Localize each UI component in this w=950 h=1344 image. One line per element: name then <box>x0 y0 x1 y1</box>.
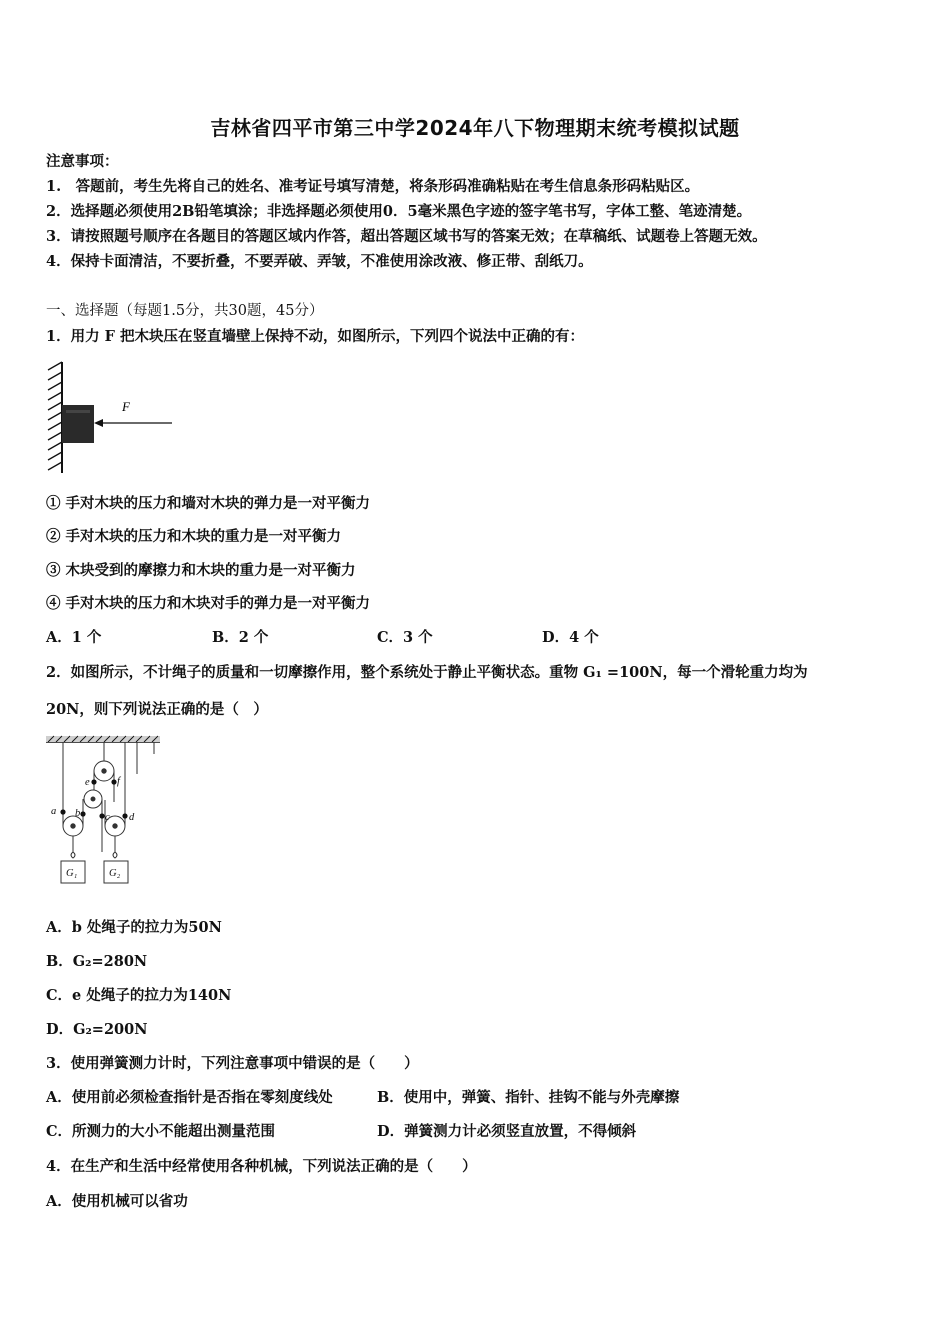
label-g2: G₂ <box>109 868 121 879</box>
notice-heading: 注意事项： <box>46 153 119 170</box>
statement: ① 手对木块的压力和墙对木块的弹力是一对平衡力 <box>46 495 371 512</box>
label-f: f <box>117 776 120 787</box>
option-d: D．G₂=200N <box>46 1021 148 1038</box>
option-d: D．弹簧测力计必须竖直放置，不得倾斜 <box>377 1123 637 1140</box>
notice-item: 2．选择题必须使用2B铅笔填涂；非选择题必须使用0．5毫米黑色字迹的签字笔书写，字体工整、笔迹清楚。 <box>46 203 752 220</box>
force-label: F <box>122 399 130 414</box>
label-c: c <box>105 812 110 823</box>
option-c: C．e 处绳子的拉力为140N <box>46 987 232 1004</box>
option-a: A．1 个 <box>46 629 102 646</box>
label-g1: G₁ <box>66 868 78 879</box>
label-d: d <box>129 812 135 823</box>
option-c: C．所测力的大小不能超出测量范围 <box>46 1123 276 1140</box>
question-2-stem: 2．如图所示，不计绳子的质量和一切摩擦作用，整个系统处于静止平衡状态。重物 G₁ =100N，每一个滑轮重力均为 <box>46 664 808 681</box>
question-4-stem: 4．在生产和生活中经常使用各种机械，下列说法正确的是（ ） <box>46 1158 477 1175</box>
page-title: 吉林省四平市第三中学2024年八下物理期末统考模拟试题 <box>210 116 740 140</box>
option-b: B．G₂=280N <box>46 953 148 970</box>
section-heading: 一、选择题（每题1.5分，共30题，45分） <box>46 303 324 319</box>
label-e: e <box>85 777 90 788</box>
option-b: B．使用中，弹簧、指针、挂钩不能与外壳摩擦 <box>377 1089 680 1106</box>
option-c: C．3 个 <box>377 629 433 646</box>
label-a: a <box>51 806 57 817</box>
question-2-stem-cont: 20N，则下列说法正确的是（ ） <box>46 701 268 718</box>
option-d: D．4 个 <box>542 629 599 646</box>
question-3-stem: 3．使用弹簧测力计时，下列注意事项中错误的是（ ） <box>46 1055 419 1072</box>
statement: ④ 手对木块的压力和木块对手的弹力是一对平衡力 <box>46 595 371 612</box>
question-1-stem: 1．用力 F 把木块压在竖直墙壁上保持不动，如图所示，下列四个说法中正确的有： <box>46 328 584 345</box>
notice-item: 3．请按照题号顺序在各题目的答题区域内作答，超出答题区域书写的答案无效；在草稿纸、试题卷上答题无效。 <box>46 228 767 245</box>
label-b: b <box>75 808 81 819</box>
wall-block-figure <box>44 360 179 475</box>
option-a: A．使用机械可以省功 <box>46 1193 188 1210</box>
notice-item: 4．保持卡面清洁，不要折叠，不要弄破、弄皱，不准使用涂改液、修正带、刮纸刀。 <box>46 253 593 270</box>
statement: ③ 木块受到的摩擦力和木块的重力是一对平衡力 <box>46 562 356 579</box>
notice-item: 1. 答题前，考生先将自己的姓名、准考证号填写清楚，将条形码准确粘贴在考生信息条形码粘贴区。 <box>46 178 700 195</box>
option-a: A．使用前必须检查指针是否指在零刻度线处 <box>46 1089 333 1106</box>
option-b: B．2 个 <box>212 629 269 646</box>
pulley-system-figure <box>42 734 164 888</box>
option-a: A．b 处绳子的拉力为50N <box>46 919 222 936</box>
statement: ② 手对木块的压力和木块的重力是一对平衡力 <box>46 528 342 545</box>
